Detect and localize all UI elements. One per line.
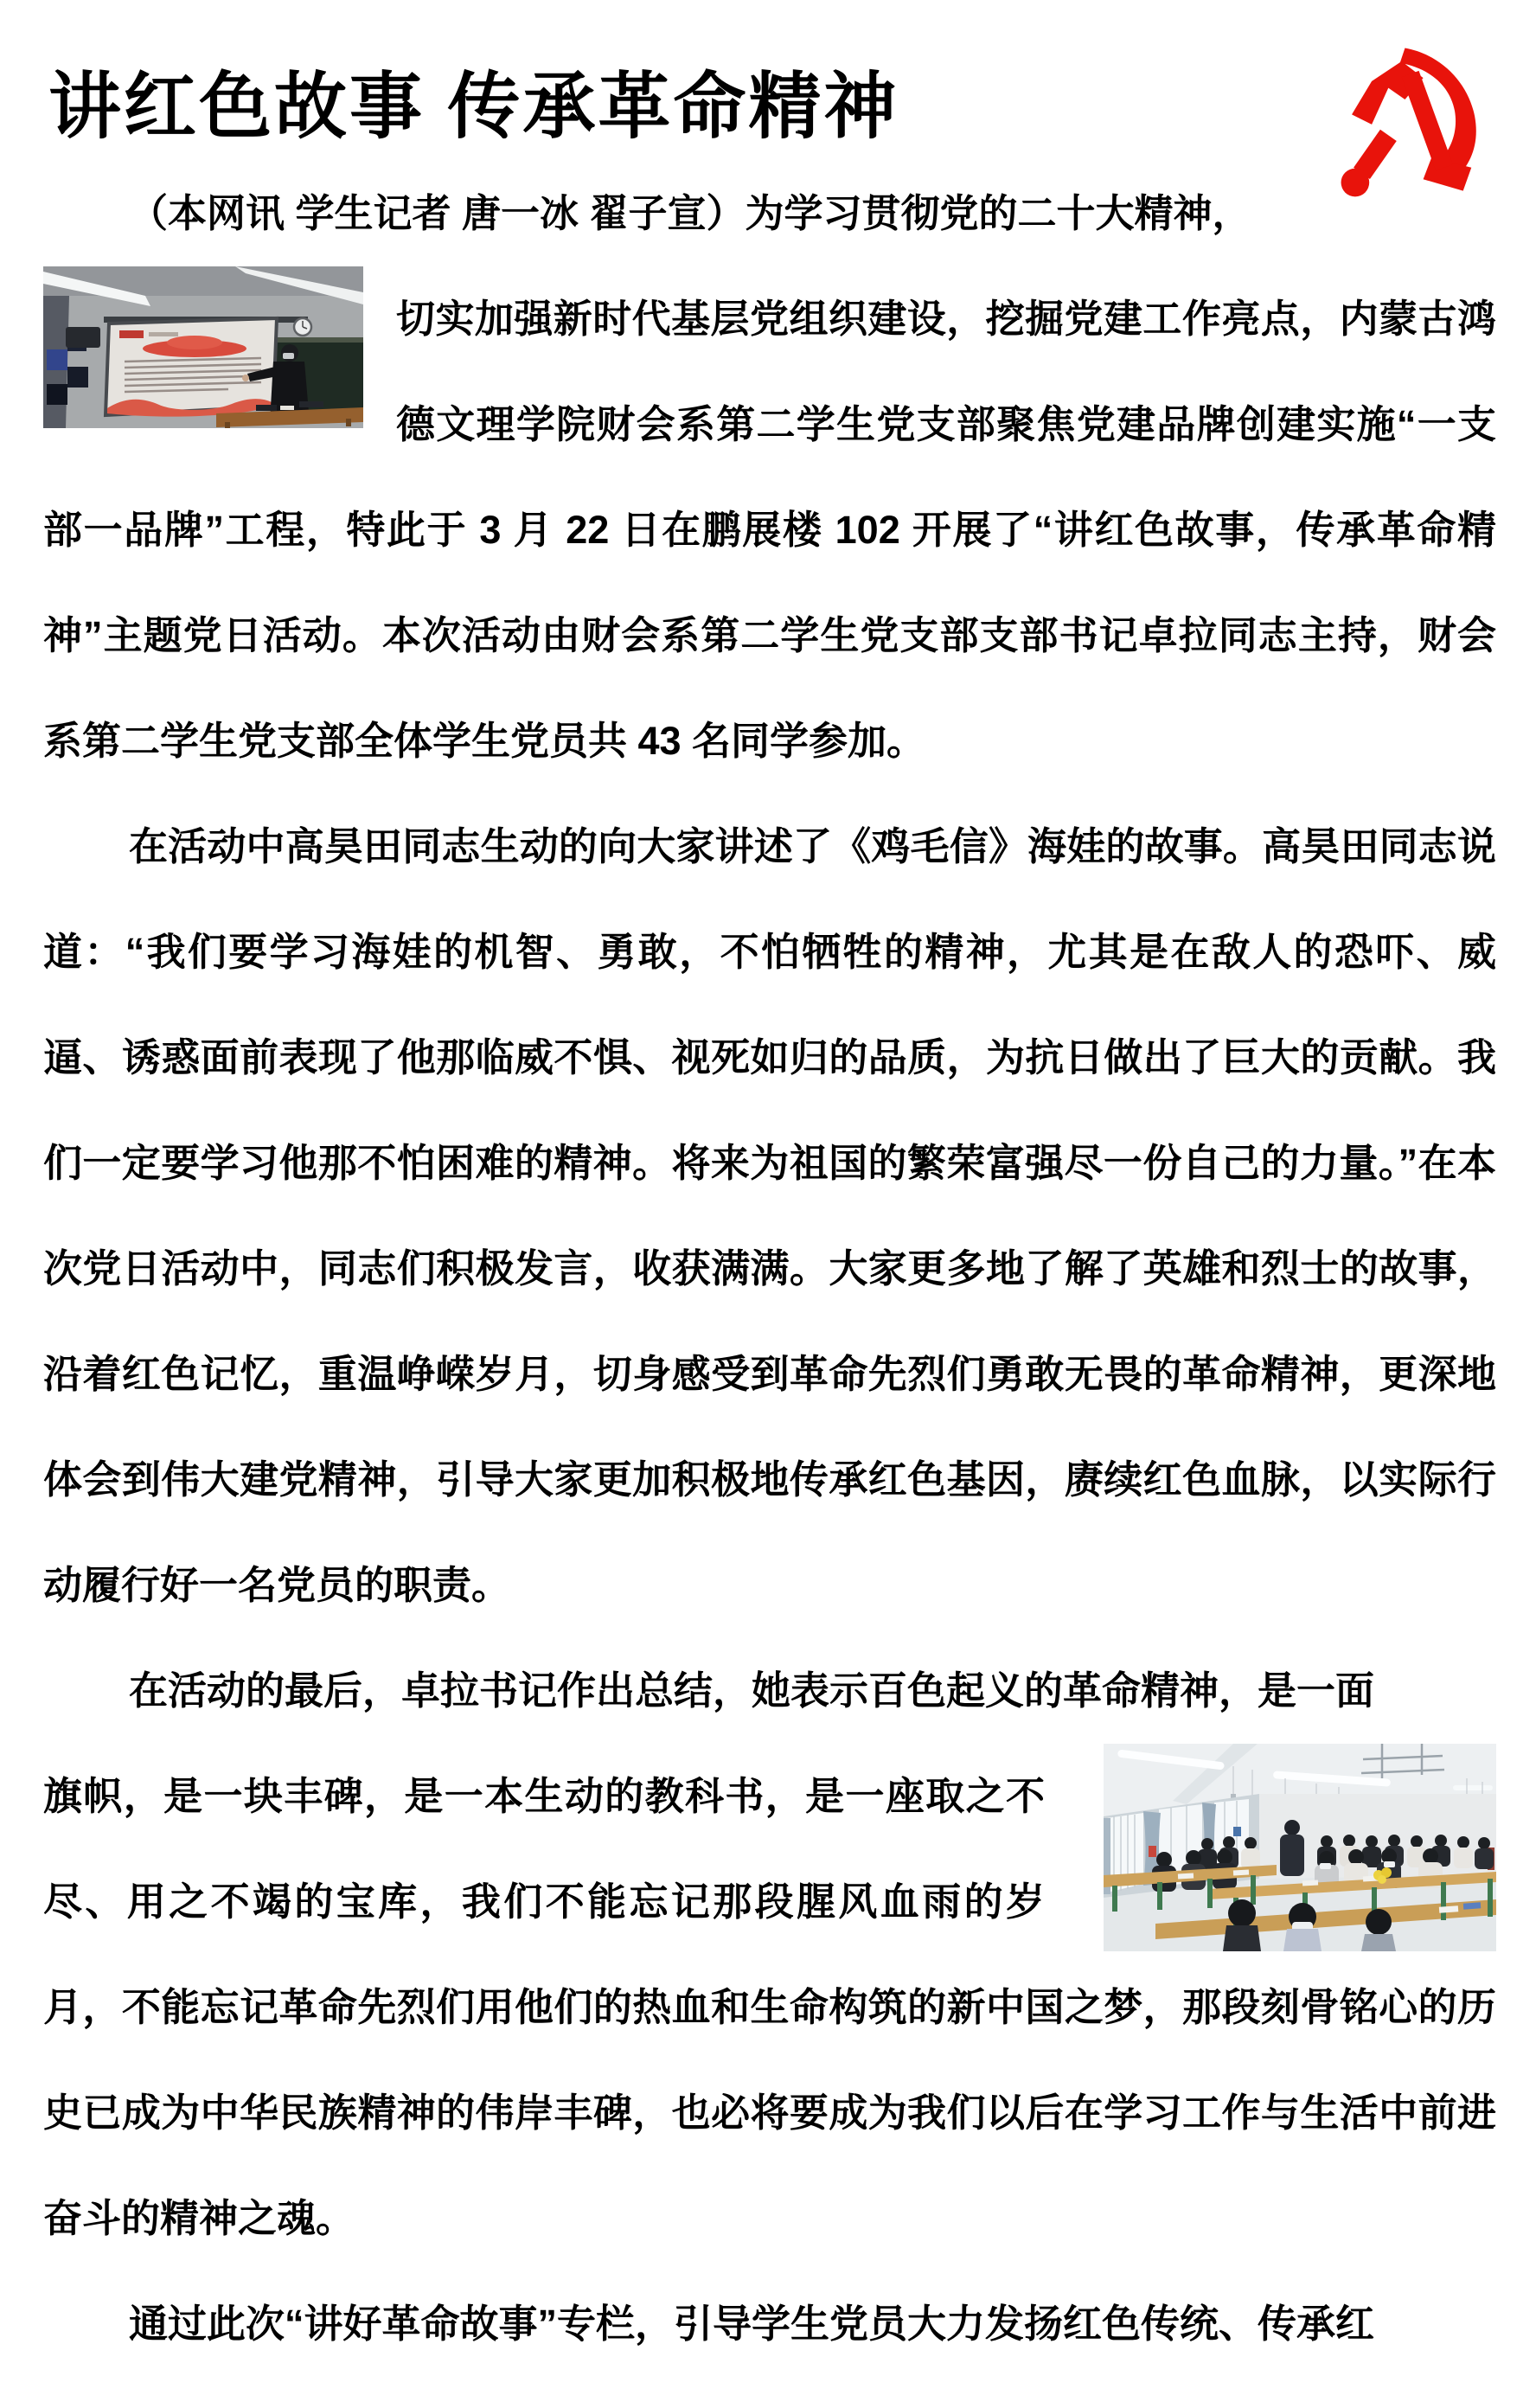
classroom-presentation-photo: [43, 266, 363, 428]
paragraph-4: [43, 2271, 1496, 2377]
article-title: 讲红色故事 传承革命精神: [48, 66, 899, 147]
paragraph-3-body: 旗帜，是一块丰碑，是一本生动的教科书，是一座取之不尽、用之不竭的宝库，我们不能忘记那段腥风血雨的岁月，不能忘记革命先烈们用他们的热血和生命构筑的新中国之梦，那段刻骨铭心的历史已成为中华民族精神的伟岸丰碑，也必将要成为我们以后在学习工作与生活中前进奋斗的精神之魂。: [43, 1774, 1496, 2240]
paragraph-3: [43, 1638, 1496, 2271]
paragraph-3-lead: 在活动的最后，卓拉书记作出总结，她表示百色起义的革命精神，是一面: [129, 1668, 1375, 1713]
paragraph-1-lead: （本网讯 学生记者 唐一冰 翟子宣）为学习贯彻党的二十大精神，: [129, 191, 1251, 235]
classroom-audience-photo: [1104, 1744, 1496, 1951]
paragraph-2: [43, 794, 1496, 1638]
article-body: [43, 161, 1496, 2377]
paragraph-2-body: 在活动中高昊田同志生动的向大家讲述了《鸡毛信》海娃的故事。高昊田同志说道：“我们要学习海娃的机智、勇敢，不怕牺牲的精神，尤其是在敌人的恐吓、威逼、诱惑面前表现了他那临威不惧、视死如归的品质，为抗日做出了巨大的贡献。我们一定要学习他那不怕困难的精神。将来为祖国的繁荣富强尽一份自己的力量。”在本次党日活动中，同志们积极发言，收获满满。大家更多地了解了英雄和烈士的故事，沿着红色记忆，重温峥嵘岁月，切身感受到革命先烈们勇敢无畏的革命精神，更深地体会到伟大建党精神，引导大家更加积极地传承红色基因，赓续红色血脉，以实际行动履行好一名党员的职责。: [43, 824, 1496, 1607]
paragraph-4-body: 通过此次“讲好革命故事”专栏，引导学生党员大力发扬红色传统、传承红: [129, 2302, 1375, 2346]
paragraph-1: [43, 161, 1496, 794]
paragraph-1-body: 切实加强新时代基层党组织建设，挖掘党建工作亮点，内蒙古鸿德文理学院财会系第二学生党支部聚焦党建品牌创建实施“一支部一品牌”工程，特此于 3 月 22 日在鹏展楼 102 开展了“讲红色故事，传承革命精神”主题党日活动。本次活动由财会系第二学生党支部支部书记卓拉同志主持，财会系第二学生党支部全体学生党员共 43 名同学参加。: [43, 297, 1496, 763]
